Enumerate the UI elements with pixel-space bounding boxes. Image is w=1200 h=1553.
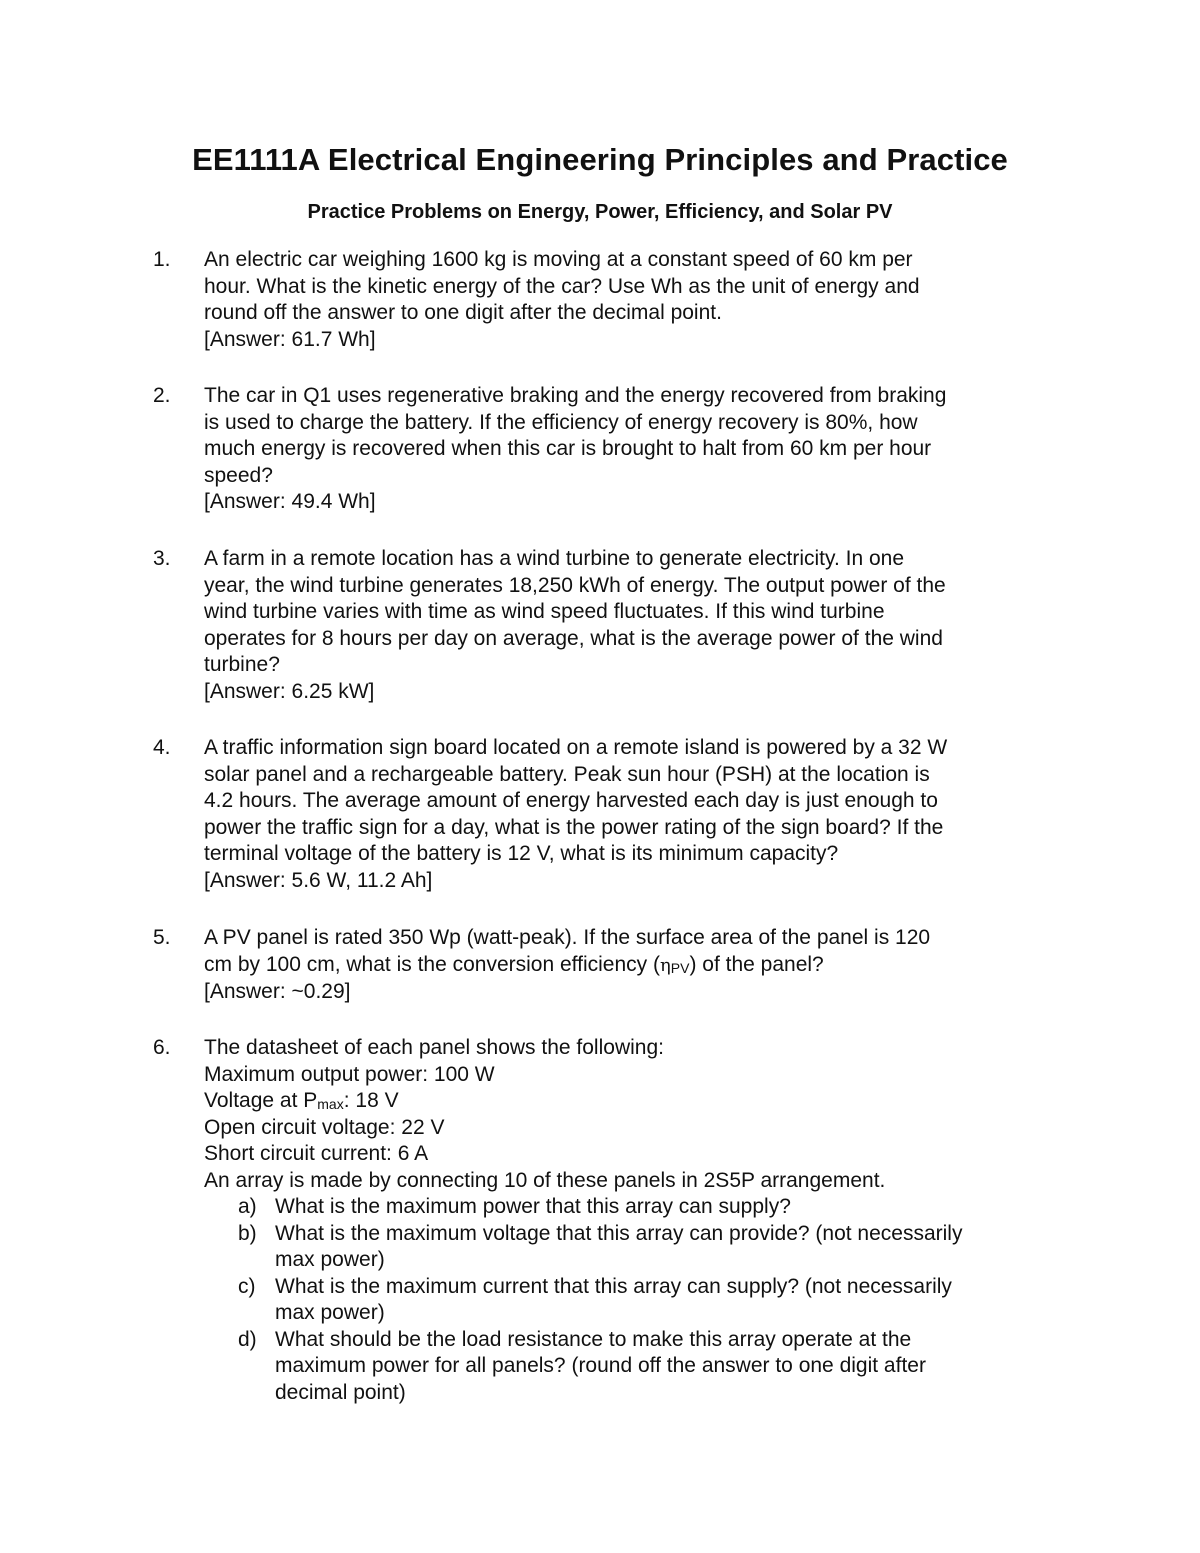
problem-body [204, 546, 1054, 705]
subquestion-letter: b) [238, 1221, 257, 1245]
subquestion-text-line: max power) [275, 1248, 385, 1271]
spec-voltage-value: : 18 V [343, 1089, 399, 1112]
problem-text-segment: cm by 100 cm, what is the conversion efficiency ( [204, 952, 660, 976]
problem-text-line: wind turbine varies with time as wind speed fluctuates. If this wind turbine [204, 600, 885, 623]
problem-text-line: A PV panel is rated 350 Wp (watt-peak). If the surface area of the panel is 120 [204, 926, 931, 949]
spec-voltage-label: Voltage at P [204, 1089, 318, 1112]
subquestion-b [204, 1221, 1054, 1274]
subquestion-a [204, 1194, 1054, 1221]
problem-body [204, 247, 1054, 353]
problem-number: 4. [153, 736, 171, 759]
subquestion-text-line: maximum power for all panels? (round off the answer to one digit after [275, 1354, 926, 1377]
problem-text-line: round off the answer to one digit after the decimal point. [204, 301, 722, 324]
subquestion-text-line: decimal point) [275, 1380, 406, 1404]
subquestion-c [204, 1274, 1054, 1327]
eta-subscript: PV [670, 959, 690, 976]
document-title: EE1111A Electrical Engineering Principles and Practice [192, 142, 1008, 177]
problem-number: 1. [153, 248, 171, 271]
problem-text-line: power the traffic sign for a day, what is the power rating of the sign board? If the [204, 815, 944, 839]
problem-answer: [Answer: 61.7 Wh] [204, 327, 376, 351]
subquestion-list [204, 1194, 1054, 1406]
subquestion-d [204, 1327, 1054, 1407]
document-subtitle: Practice Problems on Energy, Power, Efficiency, and Solar PV [307, 201, 893, 223]
pmax-subscript: max [317, 1096, 344, 1112]
problem-text-line: turbine? [204, 653, 280, 676]
problem-number: 6. [153, 1036, 171, 1059]
subquestion-text-line: max power) [275, 1301, 385, 1324]
problem-number: 3. [153, 547, 171, 570]
problem-text-line: terminal voltage of the battery is 12 V, what is its minimum capacity? [204, 842, 839, 865]
problem-text-line: much energy is recovered when this car is brought to halt from 60 km per hour [204, 437, 932, 460]
problem-body [204, 735, 1054, 894]
problem-text-line: solar panel and a rechargeable battery. Peak sun hour (PSH) at the location is [204, 762, 930, 786]
problem-answer: [Answer: 6.25 kW] [204, 679, 375, 703]
problem-answer: [Answer: ~0.29] [204, 980, 351, 1003]
subquestion-text-line: What is the maximum voltage that this array can provide? (not necessarily [275, 1221, 963, 1245]
problem-text-line: speed? [204, 463, 273, 487]
problem-text-line: operates for 8 hours per day on average, what is the average power of the wind [204, 626, 943, 650]
problem-text-line: 4.2 hours. The average amount of energy harvested each day is just enough to [204, 789, 938, 812]
problem-text-line: hour. What is the kinetic energy of the car? Use Wh as the unit of energy and [204, 274, 920, 298]
spec-short-circuit-current: Short circuit current: 6 A [204, 1142, 429, 1165]
problem-text-line: An electric car weighing 1600 kg is moving at a constant speed of 60 km per [204, 248, 913, 271]
problem-body [204, 1035, 1054, 1194]
subquestion-letter: a) [238, 1195, 257, 1218]
subquestion-letter: c) [238, 1274, 256, 1298]
problem-intro: The datasheet of each panel shows the following: [204, 1036, 664, 1059]
problem-text-line: is used to charge the battery. If the efficiency of energy recovery is 80%, how [204, 410, 918, 434]
subquestion-text-line: What is the maximum power that this array can supply? [275, 1195, 791, 1218]
problem-text-line: A farm in a remote location has a wind turbine to generate electricity. In one [204, 547, 904, 570]
eta-symbol: η [659, 954, 671, 976]
problem-text-line: A traffic information sign board located on a remote island is powered by a 32 W [204, 736, 948, 759]
problem-text-line [204, 952, 1054, 980]
spec-voltage [204, 1088, 1054, 1115]
subquestion-letter: d) [238, 1327, 257, 1351]
problem-text-line: year, the wind turbine generates 18,250 kWh of energy. The output power of the [204, 573, 946, 597]
problem-text-segment: ) of the panel? [689, 952, 824, 976]
spec-open-circuit-voltage: Open circuit voltage: 22 V [204, 1115, 445, 1139]
spec-max-power: Maximum output power: 100 W [204, 1062, 495, 1086]
problem-number: 5. [153, 926, 171, 949]
problem-number: 2. [153, 384, 171, 407]
array-description: An array is made by connecting 10 of these panels in 2S5P arrangement. [204, 1168, 886, 1192]
problem-body [204, 925, 1054, 1006]
subquestion-text-line: What is the maximum current that this array can supply? (not necessarily [275, 1274, 952, 1298]
problem-text-line: The car in Q1 uses regenerative braking and the energy recovered from braking [204, 384, 947, 407]
problem-body [204, 383, 1054, 516]
problem-answer: [Answer: 49.4 Wh] [204, 490, 376, 513]
problem-answer: [Answer: 5.6 W, 11.2 Ah] [204, 868, 433, 892]
subquestion-text-line: What should be the load resistance to make this array operate at the [275, 1327, 912, 1351]
